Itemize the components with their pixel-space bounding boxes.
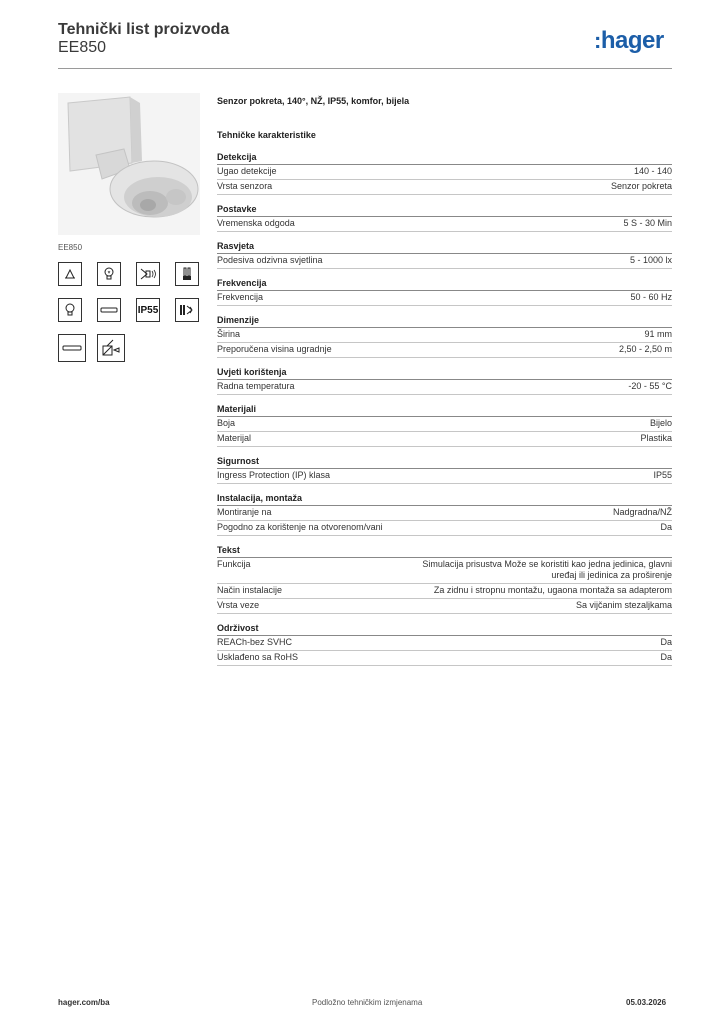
- fluorescent-tube-icon: [97, 298, 121, 322]
- cfl-lamp-icon: [175, 262, 199, 286]
- spec-row: [217, 343, 672, 358]
- logo-text: hager: [600, 27, 664, 54]
- spec-section: [217, 623, 672, 666]
- wall-switch-icon: [97, 334, 125, 362]
- spec-label: Usklađeno sa RoHS: [217, 652, 299, 662]
- spec-section: [217, 152, 672, 195]
- image-caption: EE850: [58, 243, 83, 252]
- spec-value: 5 - 1000 lx: [629, 255, 672, 265]
- header-divider: [58, 68, 672, 69]
- section-title: Sigurnost: [217, 456, 672, 469]
- spec-value: Simulacija prisustva Može se koristiti kao jedna jedinica, glavni uređaj ili jedinica za proširenje: [422, 559, 672, 580]
- spec-section: [217, 456, 672, 484]
- spec-value: 91 mm: [644, 329, 672, 339]
- spec-label: Montiranje na: [217, 507, 272, 517]
- spec-label: Ingress Protection (IP) klasa: [217, 470, 331, 480]
- led-bulb-icon: [58, 298, 82, 322]
- spec-value: Senzor pokreta: [610, 181, 672, 191]
- spec-value: Da: [660, 522, 672, 532]
- spec-value: 50 - 60 Hz: [630, 292, 672, 302]
- ip-rating-text: IP55: [137, 304, 159, 316]
- product-description: Senzor pokreta, 140°, NŽ, IP55, komfor, bijela: [217, 96, 410, 106]
- spec-row: [217, 558, 672, 584]
- spec-value: Sa vijčanim stezaljkama: [575, 600, 672, 610]
- product-image: [58, 93, 200, 235]
- spec-row: [217, 521, 672, 536]
- spec-section: [217, 241, 672, 269]
- spec-row: [217, 417, 672, 432]
- spec-value: -20 - 55 °C: [628, 381, 672, 391]
- spec-content: [217, 96, 672, 675]
- spec-label: REACh-bez SVHC: [217, 637, 293, 647]
- spec-row: [217, 584, 672, 599]
- spec-row: [217, 506, 672, 521]
- spec-value: Bijelo: [649, 418, 672, 428]
- spec-value: 5 S - 30 Min: [623, 218, 672, 228]
- spec-value: Plastika: [640, 433, 672, 443]
- footer-website: hager.com/ba: [58, 998, 110, 1007]
- section-title: Instalacija, montaža: [217, 493, 672, 506]
- product-code: EE850: [58, 39, 107, 56]
- spec-value: Nadgradna/NŽ: [612, 507, 672, 517]
- spec-label: Frekvencija: [217, 292, 264, 302]
- spec-row: [217, 291, 672, 306]
- section-title: Detekcija: [217, 152, 672, 165]
- section-title: Dimenzije: [217, 315, 672, 328]
- halogen-icon: [175, 298, 199, 322]
- spec-label: Funkcija: [217, 559, 251, 569]
- ip-rating-icon: [136, 298, 160, 322]
- section-title: Postavke: [217, 204, 672, 217]
- spec-value: IP55: [653, 470, 672, 480]
- spec-label: Pogodno za korištenje na otvorenom/vani: [217, 522, 383, 532]
- spec-label: Vrsta senzora: [217, 181, 273, 191]
- section-title: Materijali: [217, 404, 672, 417]
- section-title: Frekvencija: [217, 278, 672, 291]
- spec-section: [217, 545, 672, 614]
- spec-label: Podesiva odzivna svjetlina: [217, 255, 323, 265]
- spec-row: [217, 380, 672, 395]
- spec-label: Način instalacije: [217, 585, 283, 595]
- spec-row: [217, 651, 672, 666]
- spec-section: [217, 315, 672, 358]
- spec-row: [217, 217, 672, 232]
- footer-disclaimer: Podložno tehničkim izmjenama: [312, 998, 423, 1007]
- footer-date: 05.03.2026: [626, 998, 667, 1007]
- spec-label: Širina: [217, 329, 241, 339]
- spec-label: Vremenska odgoda: [217, 218, 295, 228]
- spec-section: [217, 493, 672, 536]
- spec-row: [217, 469, 672, 484]
- spec-value: Za zidnu i stropnu montažu, ugaona montaža sa adapterom: [433, 585, 672, 595]
- spec-label: Preporučena visina ugradnje: [217, 344, 332, 354]
- spec-row: [217, 328, 672, 343]
- ceiling-mount-icon: [58, 262, 82, 286]
- spec-row: [217, 254, 672, 269]
- spec-row: [217, 165, 672, 180]
- section-title: Uvjeti korištenja: [217, 367, 672, 380]
- spec-row: [217, 636, 672, 651]
- tech-heading: Tehničke karakteristike: [217, 130, 316, 140]
- page-title: Tehnički list proizvoda: [58, 21, 230, 38]
- spec-value: 140 - 140: [633, 166, 672, 176]
- section-title: Održivost: [217, 623, 672, 636]
- spec-value: 2,50 - 2,50 m: [618, 344, 672, 354]
- spec-label: Boja: [217, 418, 236, 428]
- motion-sensor-icon: [136, 262, 160, 286]
- spec-label: Ugao detekcije: [217, 166, 277, 176]
- spec-section: [217, 367, 672, 395]
- spec-label: Vrsta veze: [217, 600, 260, 610]
- spec-value: Da: [660, 637, 672, 647]
- spec-section: [217, 278, 672, 306]
- spec-row: [217, 432, 672, 447]
- section-title: Tekst: [217, 545, 672, 558]
- hager-logo: :hager: [594, 27, 664, 54]
- spec-value: Da: [660, 652, 672, 662]
- motion-sensor-illustration: [58, 93, 200, 235]
- spec-sections: [217, 152, 672, 666]
- spec-label: Materijal: [217, 433, 252, 443]
- spec-row: [217, 180, 672, 195]
- spec-label: Radna temperatura: [217, 381, 295, 391]
- fluorescent-lamp-icon: [58, 334, 86, 362]
- spec-row: [217, 599, 672, 614]
- section-title: Rasvjeta: [217, 241, 672, 254]
- spec-section: [217, 404, 672, 447]
- spec-section: [217, 204, 672, 232]
- incandescent-bulb-icon: [97, 262, 121, 286]
